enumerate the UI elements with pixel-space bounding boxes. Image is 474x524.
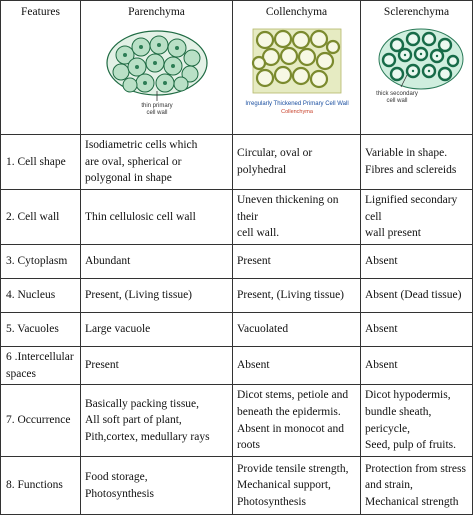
parenchyma-cell — [81, 385, 233, 457]
parenchyma-cell — [81, 279, 233, 313]
cell-line: 4. Nucleus — [6, 289, 56, 302]
cell-line: cell wall. — [237, 227, 280, 240]
feature-cell — [1, 135, 81, 190]
header-parenchyma: Parenchyma thin primary cell wall — [81, 1, 233, 135]
parenchyma-illustration — [105, 25, 209, 119]
sclerenchyma-illustration — [367, 25, 467, 119]
cell-line: Photosynthesis — [237, 495, 307, 508]
cell-line: 5. Vacuoles — [6, 323, 59, 336]
collenchyma-cell — [233, 385, 361, 457]
header-sclerenchyma: Sclerenchyma thick secondary cell wall — [361, 1, 473, 135]
cell-line: Absent — [365, 323, 398, 336]
cell-line: polygonal in shape — [85, 172, 172, 185]
cell-line: Thin cellulosic cell wall — [85, 210, 196, 223]
feature-cell — [1, 245, 81, 279]
cell-line: bundle sheath, pericycle, — [365, 406, 432, 435]
sclerenchyma-cell — [361, 385, 473, 457]
cell-line: beneath the epidermis. — [237, 406, 341, 419]
table-row — [1, 245, 473, 279]
cell-line: spaces — [6, 367, 37, 380]
header-features: Features — [1, 1, 81, 135]
feature-cell — [1, 190, 81, 245]
table-row — [1, 347, 473, 385]
table-row — [1, 457, 473, 515]
sclerenchyma-cell — [361, 347, 473, 385]
cell-line: Uneven thickening on their — [237, 194, 339, 223]
cell-line: Large vacuole — [85, 323, 151, 336]
cell-line: Isodiametric cells which — [85, 139, 198, 151]
collenchyma-cell — [233, 135, 361, 190]
sclerenchyma-caption-1: thick secondary — [375, 90, 418, 97]
parenchyma-caption-1: thin primary — [140, 102, 173, 109]
parenchyma-caption-2: cell wall — [145, 109, 168, 116]
sclerenchyma-cell — [361, 279, 473, 313]
cell-line: 1. Cell shape — [6, 155, 66, 168]
cell-line: Circular, oval or — [237, 147, 313, 160]
feature-cell — [1, 347, 81, 385]
cell-line: wall present — [365, 227, 421, 240]
header-row — [1, 1, 473, 135]
collenchyma-cell — [233, 279, 361, 313]
sclerenchyma-cell — [361, 245, 473, 279]
cell-line: 8. Functions — [6, 479, 63, 492]
cell-line: Present — [85, 359, 119, 372]
cell-line: Absent — [237, 359, 270, 372]
parenchyma-cell — [81, 457, 233, 515]
cell-line: Present, (Living tissue) — [85, 289, 192, 302]
parenchyma-cell — [81, 313, 233, 347]
cell-line: Photosynthesis — [85, 487, 155, 500]
collenchyma-cell — [233, 190, 361, 245]
sclerenchyma-caption-2: cell wall — [385, 97, 408, 104]
table-row — [1, 313, 473, 347]
sclerenchyma-cell — [361, 313, 473, 347]
collenchyma-cell — [233, 245, 361, 279]
cell-line: Pith,cortex, medullary rays — [85, 431, 210, 444]
feature-cell — [1, 385, 81, 457]
collenchyma-cell — [233, 457, 361, 515]
parenchyma-cell — [81, 190, 233, 245]
cell-line: Absent — [365, 255, 398, 268]
cell-line: polyhedral — [237, 164, 287, 176]
cell-line: Variable in shape. — [365, 147, 448, 160]
parenchyma-cell — [81, 135, 233, 190]
collenchyma-cell — [233, 347, 361, 385]
cell-line: Basically packing tissue, — [85, 397, 200, 410]
cell-line: Seed, pulp of fruits. — [365, 439, 457, 452]
cell-line: Absent (Dead tissue) — [365, 289, 462, 302]
cell-line: All soft part of plant, — [85, 414, 182, 427]
collenchyma-caption: Irregularly Thickened Primary Cell Wall — [244, 100, 349, 107]
sclerenchyma-cell — [361, 135, 473, 190]
parenchyma-cell — [81, 245, 233, 279]
cell-line: Dicot stems, petiole and — [237, 389, 349, 402]
header-collenchyma: Collenchyma Irregularly Thickened Primary Cell Wall Collenchyma — [233, 1, 361, 135]
cell-line: Protection from stress — [365, 462, 466, 475]
cell-line: Present — [237, 255, 271, 268]
feature-cell — [1, 313, 81, 347]
cell-line: 2. Cell wall — [6, 210, 60, 223]
table-row — [1, 190, 473, 245]
cell-line: roots — [237, 439, 260, 452]
table-row — [1, 385, 473, 457]
collenchyma-label: Collenchyma — [280, 108, 313, 115]
cell-line: Dicot hypodermis, — [365, 389, 451, 402]
collenchyma-cell — [233, 313, 361, 347]
cell-line: Present, (Living tissue) — [237, 289, 344, 302]
table-body — [1, 135, 473, 515]
collenchyma-illustration — [241, 25, 353, 119]
cell-line: Vacuolated — [237, 323, 289, 336]
cell-line: Lignified secondary cell — [365, 194, 458, 223]
cell-line: Fibres and sclereids — [365, 164, 457, 176]
table-row — [1, 279, 473, 313]
sclerenchyma-cell — [361, 457, 473, 515]
cell-line: and strain, — [365, 479, 413, 492]
cell-line: Food storage, — [85, 470, 148, 483]
cell-line: Absent in monocot and — [237, 422, 344, 435]
cell-line: 3. Cytoplasm — [6, 255, 68, 268]
cell-line: Absent — [365, 359, 398, 372]
cell-line: Mechanical support, — [237, 479, 331, 492]
sclerenchyma-cell — [361, 190, 473, 245]
cell-line: 6 .Intercellular — [6, 351, 74, 364]
cell-line: Provide tensile strength, — [237, 462, 349, 475]
cell-line: Mechanical strength — [365, 495, 459, 508]
cell-line: 7. Occurrence — [6, 414, 71, 427]
cell-line: Abundant — [85, 255, 131, 268]
feature-cell — [1, 457, 81, 515]
table-row — [1, 135, 473, 190]
cell-line: are oval, spherical or — [85, 155, 182, 168]
parenchyma-cell — [81, 347, 233, 385]
feature-cell — [1, 279, 81, 313]
